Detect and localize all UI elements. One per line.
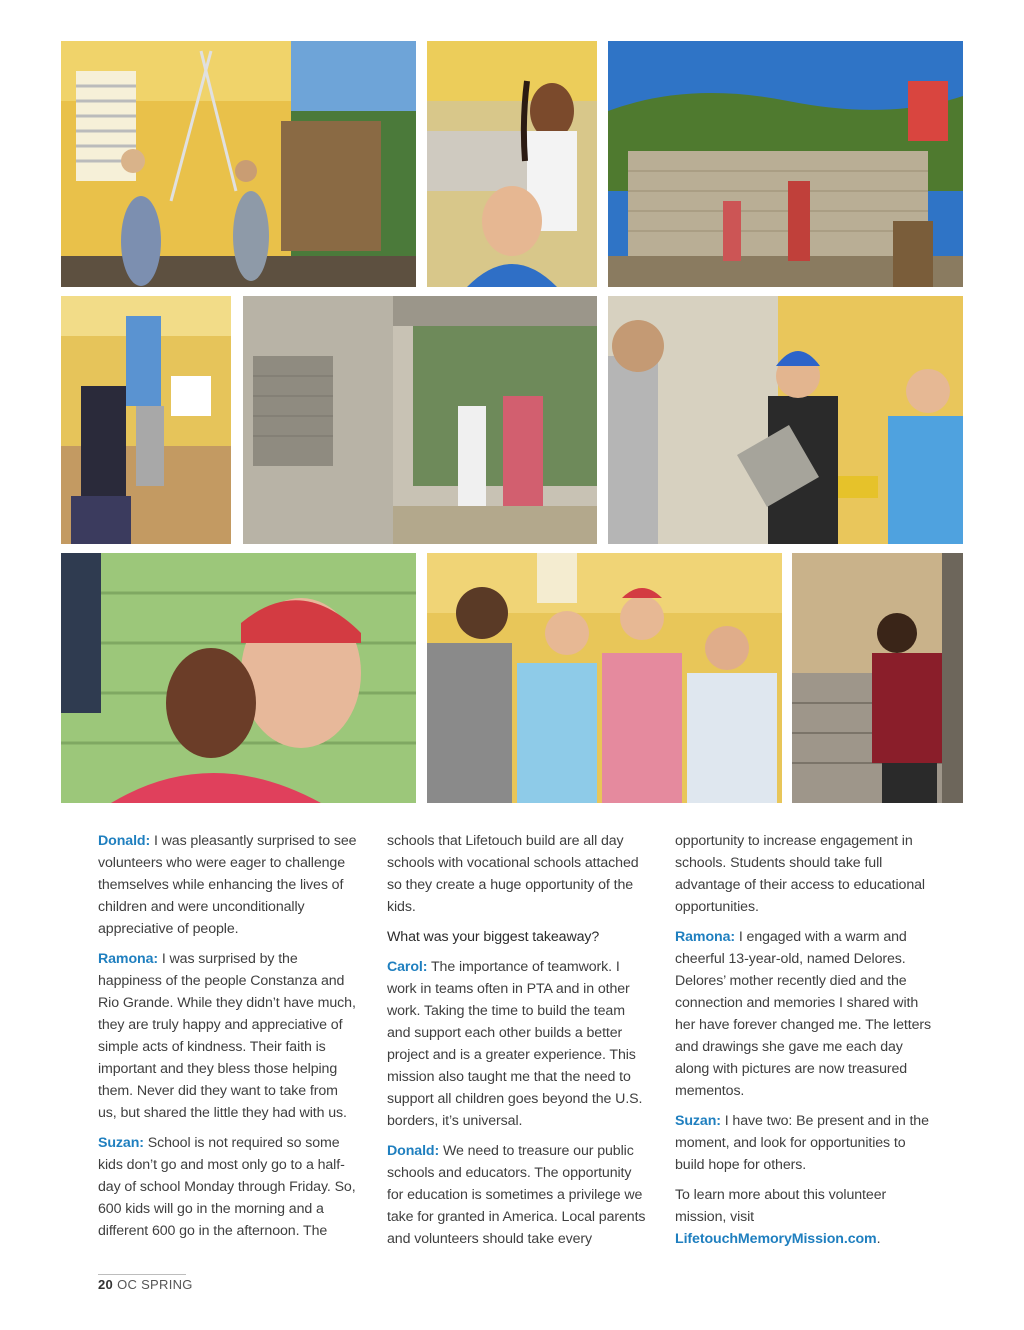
photo-painting-ceiling	[61, 41, 416, 287]
paragraph-continued: opportunity to increase engagement in schools. Students should take full advantage of their access to educational opportunities.	[675, 833, 925, 915]
speaker-label: Carol:	[387, 959, 428, 975]
photo-four-volunteers	[427, 553, 782, 803]
mission-website-link[interactable]: LifetouchMemoryMission.com	[675, 1231, 877, 1247]
paragraph-ramona-1	[98, 948, 360, 1124]
paragraph-suzan-1	[98, 1132, 360, 1242]
photo-passing-block	[608, 296, 963, 544]
photo-school-corridor	[243, 296, 597, 544]
paragraph-donald-2	[387, 1140, 649, 1250]
speaker-label: Donald:	[98, 833, 151, 849]
text-column-1	[98, 830, 360, 1250]
paragraph-text: I have two: Be present and in the moment, and look for opportunities to build hope for others.	[675, 1113, 929, 1173]
paragraph-text: I was surprised by the happiness of the people Constanza and Rio Grande. While they didn’t have much, they are truly happy and appreciative of simple acts of kindness. Their faith is important and they bless those helping them. Never did they want to take from us, but shared the little they had with us.	[98, 951, 356, 1121]
footer-rule	[98, 1274, 186, 1275]
paragraph-text: I engaged with a warm and cheerful 13-year-old, named Delores. Delores’ mother recently died and the connection and memories I shared with her have forever changed me. The letters and drawings she gave me each day along with pictures are now treasured mementos.	[675, 929, 931, 1099]
paragraph-carol	[387, 956, 649, 1132]
paragraph-ramona-2	[675, 926, 937, 1102]
photo-woman-with-toddler	[61, 553, 416, 803]
period: .	[876, 1231, 881, 1247]
speaker-label: Suzan:	[675, 1113, 721, 1129]
speaker-label: Donald:	[387, 1143, 440, 1159]
paragraph-donald-1	[98, 830, 360, 940]
paragraph-text: The importance of teamwork. I work in teams often in PTA and in other work. Taking the time to build the team and support each other builds a better project and is a greater experience. This mission also taught me that the need to support all children goes beyond the U.S. borders, it’s universal.	[387, 959, 643, 1129]
photo-girl-braiding-hair	[427, 41, 597, 287]
photo-wall-building	[608, 41, 963, 287]
paragraph-text: School is not required so some kids don’t go and most only go to a half-day of school Monday through Friday. So, 600 kids will go in the morning and a different 600 go in the afternoon. The	[98, 1135, 356, 1239]
speaker-label: Ramona:	[98, 951, 158, 967]
page-footer	[98, 1277, 193, 1292]
speaker-label: Suzan:	[98, 1135, 144, 1151]
paragraph-text: To learn more about this volunteer mission, visit	[675, 1187, 887, 1225]
text-column-3	[675, 830, 937, 1258]
page-number: 20	[98, 1277, 114, 1292]
paragraph-continued: schools that Lifetouch build are all day schools with vocational schools attached so they create a huge opportunity of the kids.	[387, 833, 639, 915]
paragraph-learn-more	[675, 1184, 937, 1250]
paragraph-suzan-2	[675, 1110, 937, 1176]
paragraph-text: We need to treasure our public schools and educators. The opportunity for education is sometimes a privilege we take for granted in America. Local parents and volunteers should take every	[387, 1143, 646, 1247]
paragraph-text: I was pleasantly surprised to see volunteers who were eager to challenge themselves while enhancing the lives of children and were unconditionally appreciative of people.	[98, 833, 357, 937]
photo-man-on-wall	[792, 553, 963, 803]
text-column-2	[387, 830, 649, 1258]
publication-name: OC SPRING	[117, 1277, 193, 1292]
speaker-label: Ramona:	[675, 929, 735, 945]
question-heading: What was your biggest takeaway?	[387, 929, 600, 945]
photo-child-lifted	[61, 296, 231, 544]
